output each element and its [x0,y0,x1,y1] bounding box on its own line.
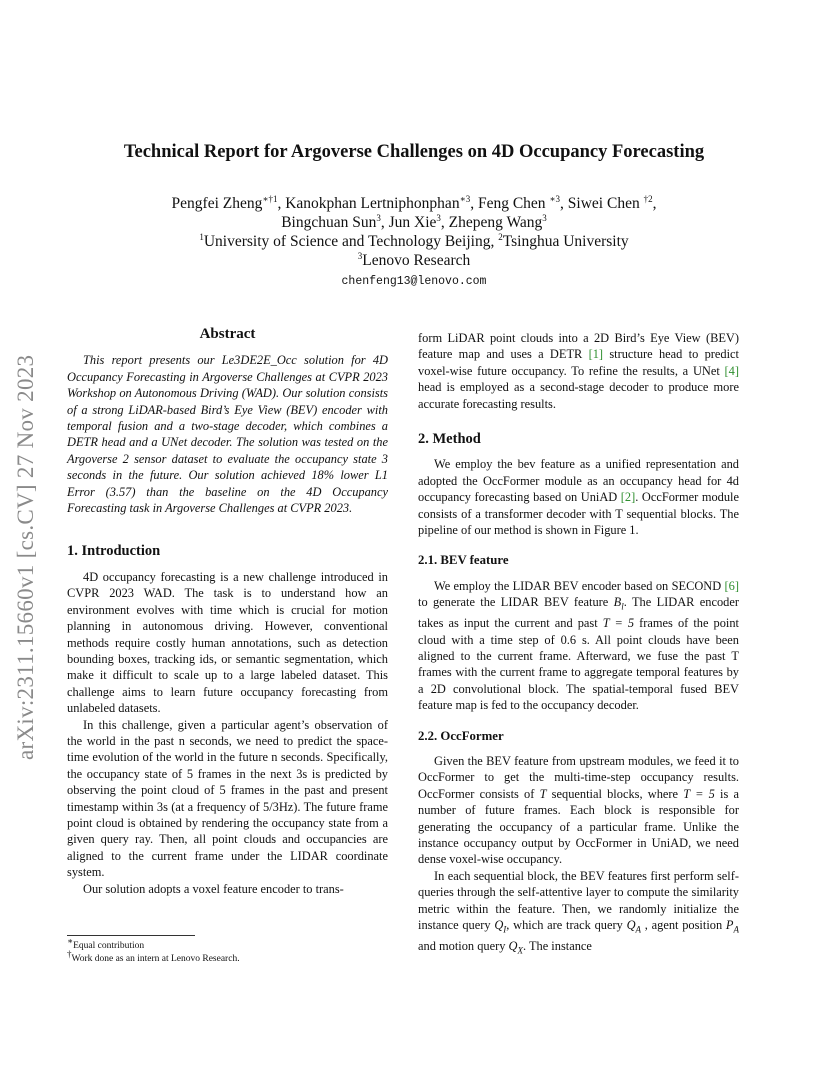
citation-link[interactable]: [2] [620,490,636,505]
footnote-2 [67,948,388,965]
subsection-heading-bev-feature: 2.1. BEV feature [418,553,509,568]
author-line-2 [0,213,828,232]
author-mark: ∗†1 [262,193,278,204]
left-column [67,326,388,897]
footnote-text: Equal contribution [73,941,145,951]
contact-email[interactable]: chenfeng13@lenovo.com [341,275,487,288]
author-name: Pengfei Zheng [171,195,263,212]
section-heading-method: 2. Method [418,431,481,448]
affiliation-mark: 1 [199,231,204,242]
affiliation-line-1 [0,232,828,251]
intro-paragraph-3-continued: form LiDAR point clouds into a 2D Bird’s Eye View (BEV) feature map and uses a DETR [1] structure head to predict voxel-wise future occupancy. To refine the results, a UNet [4] head is employed as a second-stage decoder to produce more accurate forecasting results. [418,331,739,411]
affiliation-mark: 3 [357,250,363,261]
author-name: , Jun Xie [380,214,437,231]
footnote-1 [67,935,388,952]
author-separator: , [652,195,657,212]
affiliation-mark: 2 [498,231,503,242]
abstract-text: This report presents our Le3DE2E_Occ solution for 4D Occupancy Forecasting in Argoverse Challenges at CVPR 2023 Workshop on Autonomous Driving (WAD). Our solution consists of a strong LiDAR-based Bird’s Eye View (BEV) encoder with temporal fusion and a two-stage decoder, which combines a DETR head and a UNet decoder. The solution was tested on the Argoverse 2 sensor dataset to evaluate the occupancy state 3 seconds in the future. Our solution achieved 18% lower L1 Error (3.57) than the baseline on the 4D Occupancy Forecasting task in Argoverse Challenges at CVPR 2023. [67,353,388,516]
citation-link[interactable]: [6] [724,578,739,593]
footnote-mark: † [67,948,72,959]
intro-paragraph-1: 4D occupancy forecasting is a new challenge introduced in CVPR 2023 WAD. The task is to understand how an environment evolves with time which is crucial for motion planning in autonomous driving. However, conventional methods require costly human annotations, such as detection bounding boxes, tracking ids, or semantic segmentation, which make it difficult to scale up to a large labeled dataset. This challenge aims to learn future occupancy forecasting from unlabeled datasets. [67,569,388,716]
author-mark: 3 [542,212,547,223]
author-name: , Siwei Chen [560,195,644,212]
footnote-text: Work done as an intern at Lenovo Research. [71,954,240,964]
citation-link[interactable]: [4] [724,363,739,378]
author-mark: ∗3 [549,193,561,204]
right-column [418,330,739,959]
author-mark: ∗3 [459,193,471,204]
paper-title: Technical Report for Argoverse Challenges on 4D Occupancy Forecasting [123,142,705,162]
author-line-1 [0,194,828,213]
author-block [0,194,828,270]
bev-paragraph: We employ the LIDAR BEV encoder based on SECOND [6] to generate the LIDAR BEV feature $B_l$. The LIDAR encoder takes as input the current and past T = 5 frames of the point cloud with a time step of 0.6 s. All point clouds have been aligned to the current frame. Afterward, we fuse the past T frames with the current frame to aggregate temporal features by a 2D convolutional block. The spatial-temporal fused BEV feature map is fed to the occupancy decoder. [418,578,740,713]
abstract-heading: Abstract [199,326,256,342]
method-paragraph: We employ the bev feature as a unified representation and adopted the OccFormer module as an occupancy head for 4d occupancy forecasting based on UniAD [2]. OccFormer module consists of a transformer decoder with T sequential blocks. The pipeline of our method is shown in Figure 1. [418,457,739,538]
author-mark: 3 [376,212,381,223]
occformer-paragraph-1: Given the BEV feature from upstream modules, we feed it to OccFormer to get the multi-time-step occupancy results. OccFormer consists of T sequential blocks, where T = 5 is a number of future frames. Each block is responsible for generating the occupancy of a particular frame. Unlike the instance occupancy output by OccFormer in UniAD, we need dense voxel-wise occupancy. [418,754,739,867]
author-name: Bingchuan Sun [281,214,377,231]
section-heading-introduction: 1. Introduction [67,543,161,560]
arxiv-side-stamp: arXiv:2311.15660v1 [cs.CV] 27 Nov 2023 [13,354,38,760]
intro-paragraph-3: Our solution adopts a voxel feature encoder to trans- [83,881,344,896]
author-mark: †2 [643,193,653,204]
author-name: , Feng Chen [470,195,550,212]
affiliation-name: Lenovo Research [362,252,471,269]
footnote-mark: ∗ [67,935,74,946]
occformer-paragraph-2: In each sequential block, the BEV features first perform self-queries through the self-attentive layer to compute the similarity metric within the feature. Then, we randomly initialize the instance query $Q_I$, which are track query $Q_A$ , agent position $P_A$ and motion query $Q_X$. The instance [418,868,739,956]
footnote-rule [67,935,195,936]
affiliation-name: Tsinghua University [502,233,629,250]
author-name: , Zhepeng Wang [440,214,543,231]
subsection-heading-occformer: 2.2. OccFormer [418,728,504,743]
intro-paragraph-2: In this challenge, given a particular agent’s observation of the world in the past n seconds, we need to predict the space-time evolution of the world in the future n seconds. Specifically, the occupancy state of 5 frames in the next 3s is predicted by observing the point cloud of 5 frames in the past and present timestamp within 3s (at a frequency of 5/3Hz). The future frame point cloud is obtained by rendering the occupancy state from a given query ray. Then, all point clouds and occupancies are aligned to the current frame under the LIDAR coordinate system. [67,717,388,880]
author-mark: 3 [436,212,441,223]
author-name: , Kanokphan Lertniphonphan [277,195,460,212]
citation-link[interactable]: [1] [588,347,604,362]
affiliation-line-2 [0,251,828,270]
affiliation-name: University of Science and Technology Beijing, [203,233,499,250]
